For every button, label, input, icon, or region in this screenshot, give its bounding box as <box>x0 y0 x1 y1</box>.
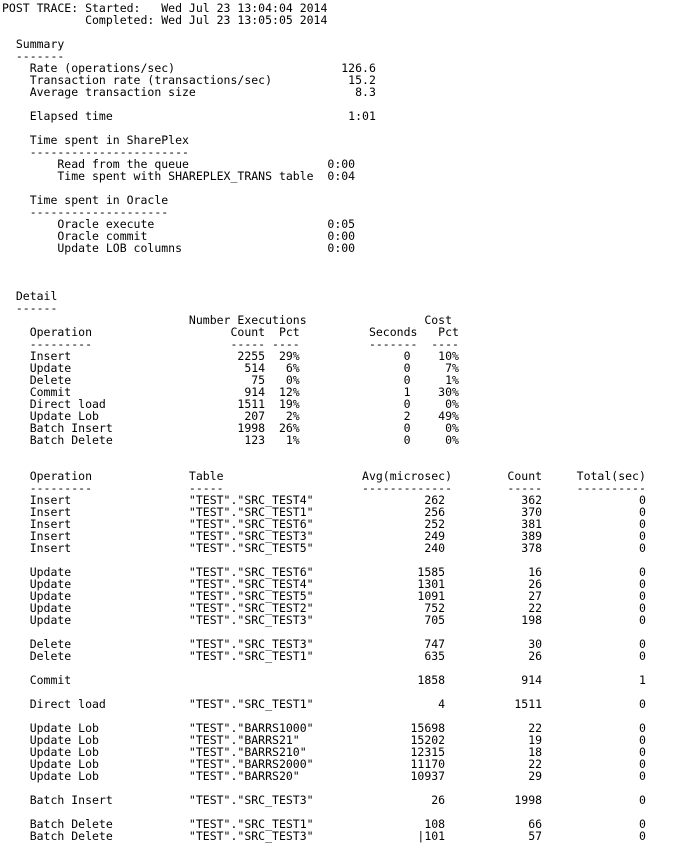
time-section-heading: Time spent in Oracle <box>2 193 169 207</box>
t1-group-header: Number Executions Cost <box>2 313 453 327</box>
blank-line <box>2 278 646 290</box>
t2-row-insert: Insert "TEST"."SRC_TEST1" 256 370 0 <box>2 505 646 519</box>
t2-row-update: Update "TEST"."SRC_TEST4" 1301 26 0 <box>2 577 646 591</box>
time-item-line: Read from the queue 0:00 <box>2 157 356 171</box>
time-item-line: Time spent with SHAREPLEX_TRANS table 0:04 <box>2 169 356 183</box>
t2-row-update-lob: Update Lob "TEST"."BARRS21" 15202 19 0 <box>2 733 646 747</box>
t1-row-update-lob: Update Lob 207 2% 2 49% <box>2 409 459 423</box>
blank-line <box>2 266 646 278</box>
t2-column-header: Operation Table Avg(microsec) Count Total(sec) <box>2 469 646 483</box>
blank-line <box>2 446 646 458</box>
t2-row-update-lob: Update Lob "TEST"."BARRS20" 10937 29 0 <box>2 769 646 783</box>
time-item-line: Update LOB columns 0:00 <box>2 241 356 255</box>
t2-row-update-lob: Update Lob "TEST"."BARRS210" 12315 18 0 <box>2 745 646 759</box>
t2-row-update-lob: Update Lob "TEST"."BARRS1000" 15698 22 0 <box>2 721 646 735</box>
t1-row-delete: Delete 75 0% 0 1% <box>2 373 459 387</box>
t1-header-underline: --------- ----- ---- ------- ---- <box>2 337 459 351</box>
summary-underline: ------- <box>2 49 65 63</box>
t2-row-update: Update "TEST"."SRC_TEST3" 705 198 0 <box>2 613 646 627</box>
t1-row-insert: Insert 2255 29% 0 10% <box>2 349 459 363</box>
t2-row-delete: Delete "TEST"."SRC_TEST1" 635 26 0 <box>2 649 646 663</box>
summary-metric-line: Rate (operations/sec) 126.6 <box>2 61 376 75</box>
blank-line <box>2 254 646 266</box>
t2-row-batch-delete: Batch Delete "TEST"."SRC_TEST1" 108 66 0 <box>2 817 646 831</box>
t1-row-batch-delete: Batch Delete 123 1% 0 0% <box>2 433 459 447</box>
time-section-underline: -------------------- <box>2 205 169 219</box>
t1-row-update: Update 514 6% 0 7% <box>2 361 459 375</box>
t2-row-update: Update "TEST"."SRC_TEST2" 752 22 0 <box>2 601 646 615</box>
t2-row-commit: Commit 1858 914 1 <box>2 673 646 687</box>
detail-underline: ------ <box>2 301 58 315</box>
t1-row-batch-insert: Batch Insert 1998 26% 0 0% <box>2 421 459 435</box>
elapsed-time-line: Elapsed time 1:01 <box>2 109 376 123</box>
t2-row-update: Update "TEST"."SRC_TEST5" 1091 27 0 <box>2 589 646 603</box>
t2-row-direct-load: Direct load "TEST"."SRC_TEST1" 4 1511 0 <box>2 697 646 711</box>
time-section-underline: ----------------------- <box>2 145 189 159</box>
t2-row-update-lob: Update Lob "TEST"."BARRS2000" 11170 22 0 <box>2 757 646 771</box>
time-item-line: Oracle execute 0:05 <box>2 217 356 231</box>
t2-row-insert: Insert "TEST"."SRC_TEST5" 240 378 0 <box>2 541 646 555</box>
t2-row-insert: Insert "TEST"."SRC_TEST4" 262 362 0 <box>2 493 646 507</box>
time-section-heading: Time spent in SharePlex <box>2 133 189 147</box>
t2-row-delete: Delete "TEST"."SRC_TEST3" 747 30 0 <box>2 637 646 651</box>
blank-line <box>2 26 646 38</box>
t2-row-insert: Insert "TEST"."SRC_TEST3" 249 389 0 <box>2 529 646 543</box>
t2-row-with-text-cursor: Batch Delete "TEST"."SRC_TEST3" |101 57 0 <box>2 829 646 843</box>
summary-heading: Summary <box>2 37 65 51</box>
t2-row-update: Update "TEST"."SRC_TEST6" 1585 16 0 <box>2 565 646 579</box>
time-item-line: Oracle commit 0:00 <box>2 229 356 243</box>
t1-column-header: Operation Count Pct Seconds Pct <box>2 325 459 339</box>
detail-heading: Detail <box>2 289 58 303</box>
header-line-started: POST TRACE: Started: Wed Jul 23 13:04:04 2014 <box>2 1 328 15</box>
summary-metric-line: Transaction rate (transactions/sec) 15.2 <box>2 73 376 87</box>
header-line-completed: Completed: Wed Jul 23 13:05:05 2014 <box>2 13 328 27</box>
post-trace-report[interactable] <box>2 2 646 842</box>
t1-row-commit: Commit 914 12% 1 30% <box>2 385 459 399</box>
summary-metric-line: Average transaction size 8.3 <box>2 85 376 99</box>
t2-row-insert: Insert "TEST"."SRC_TEST6" 252 381 0 <box>2 517 646 531</box>
t2-header-underline: --------- ----- ------------- ----- ---------- <box>2 481 646 495</box>
t1-row-direct-load: Direct load 1511 19% 0 0% <box>2 397 459 411</box>
t2-row-batch-insert: Batch Insert "TEST"."SRC_TEST3" 26 1998 0 <box>2 793 646 807</box>
